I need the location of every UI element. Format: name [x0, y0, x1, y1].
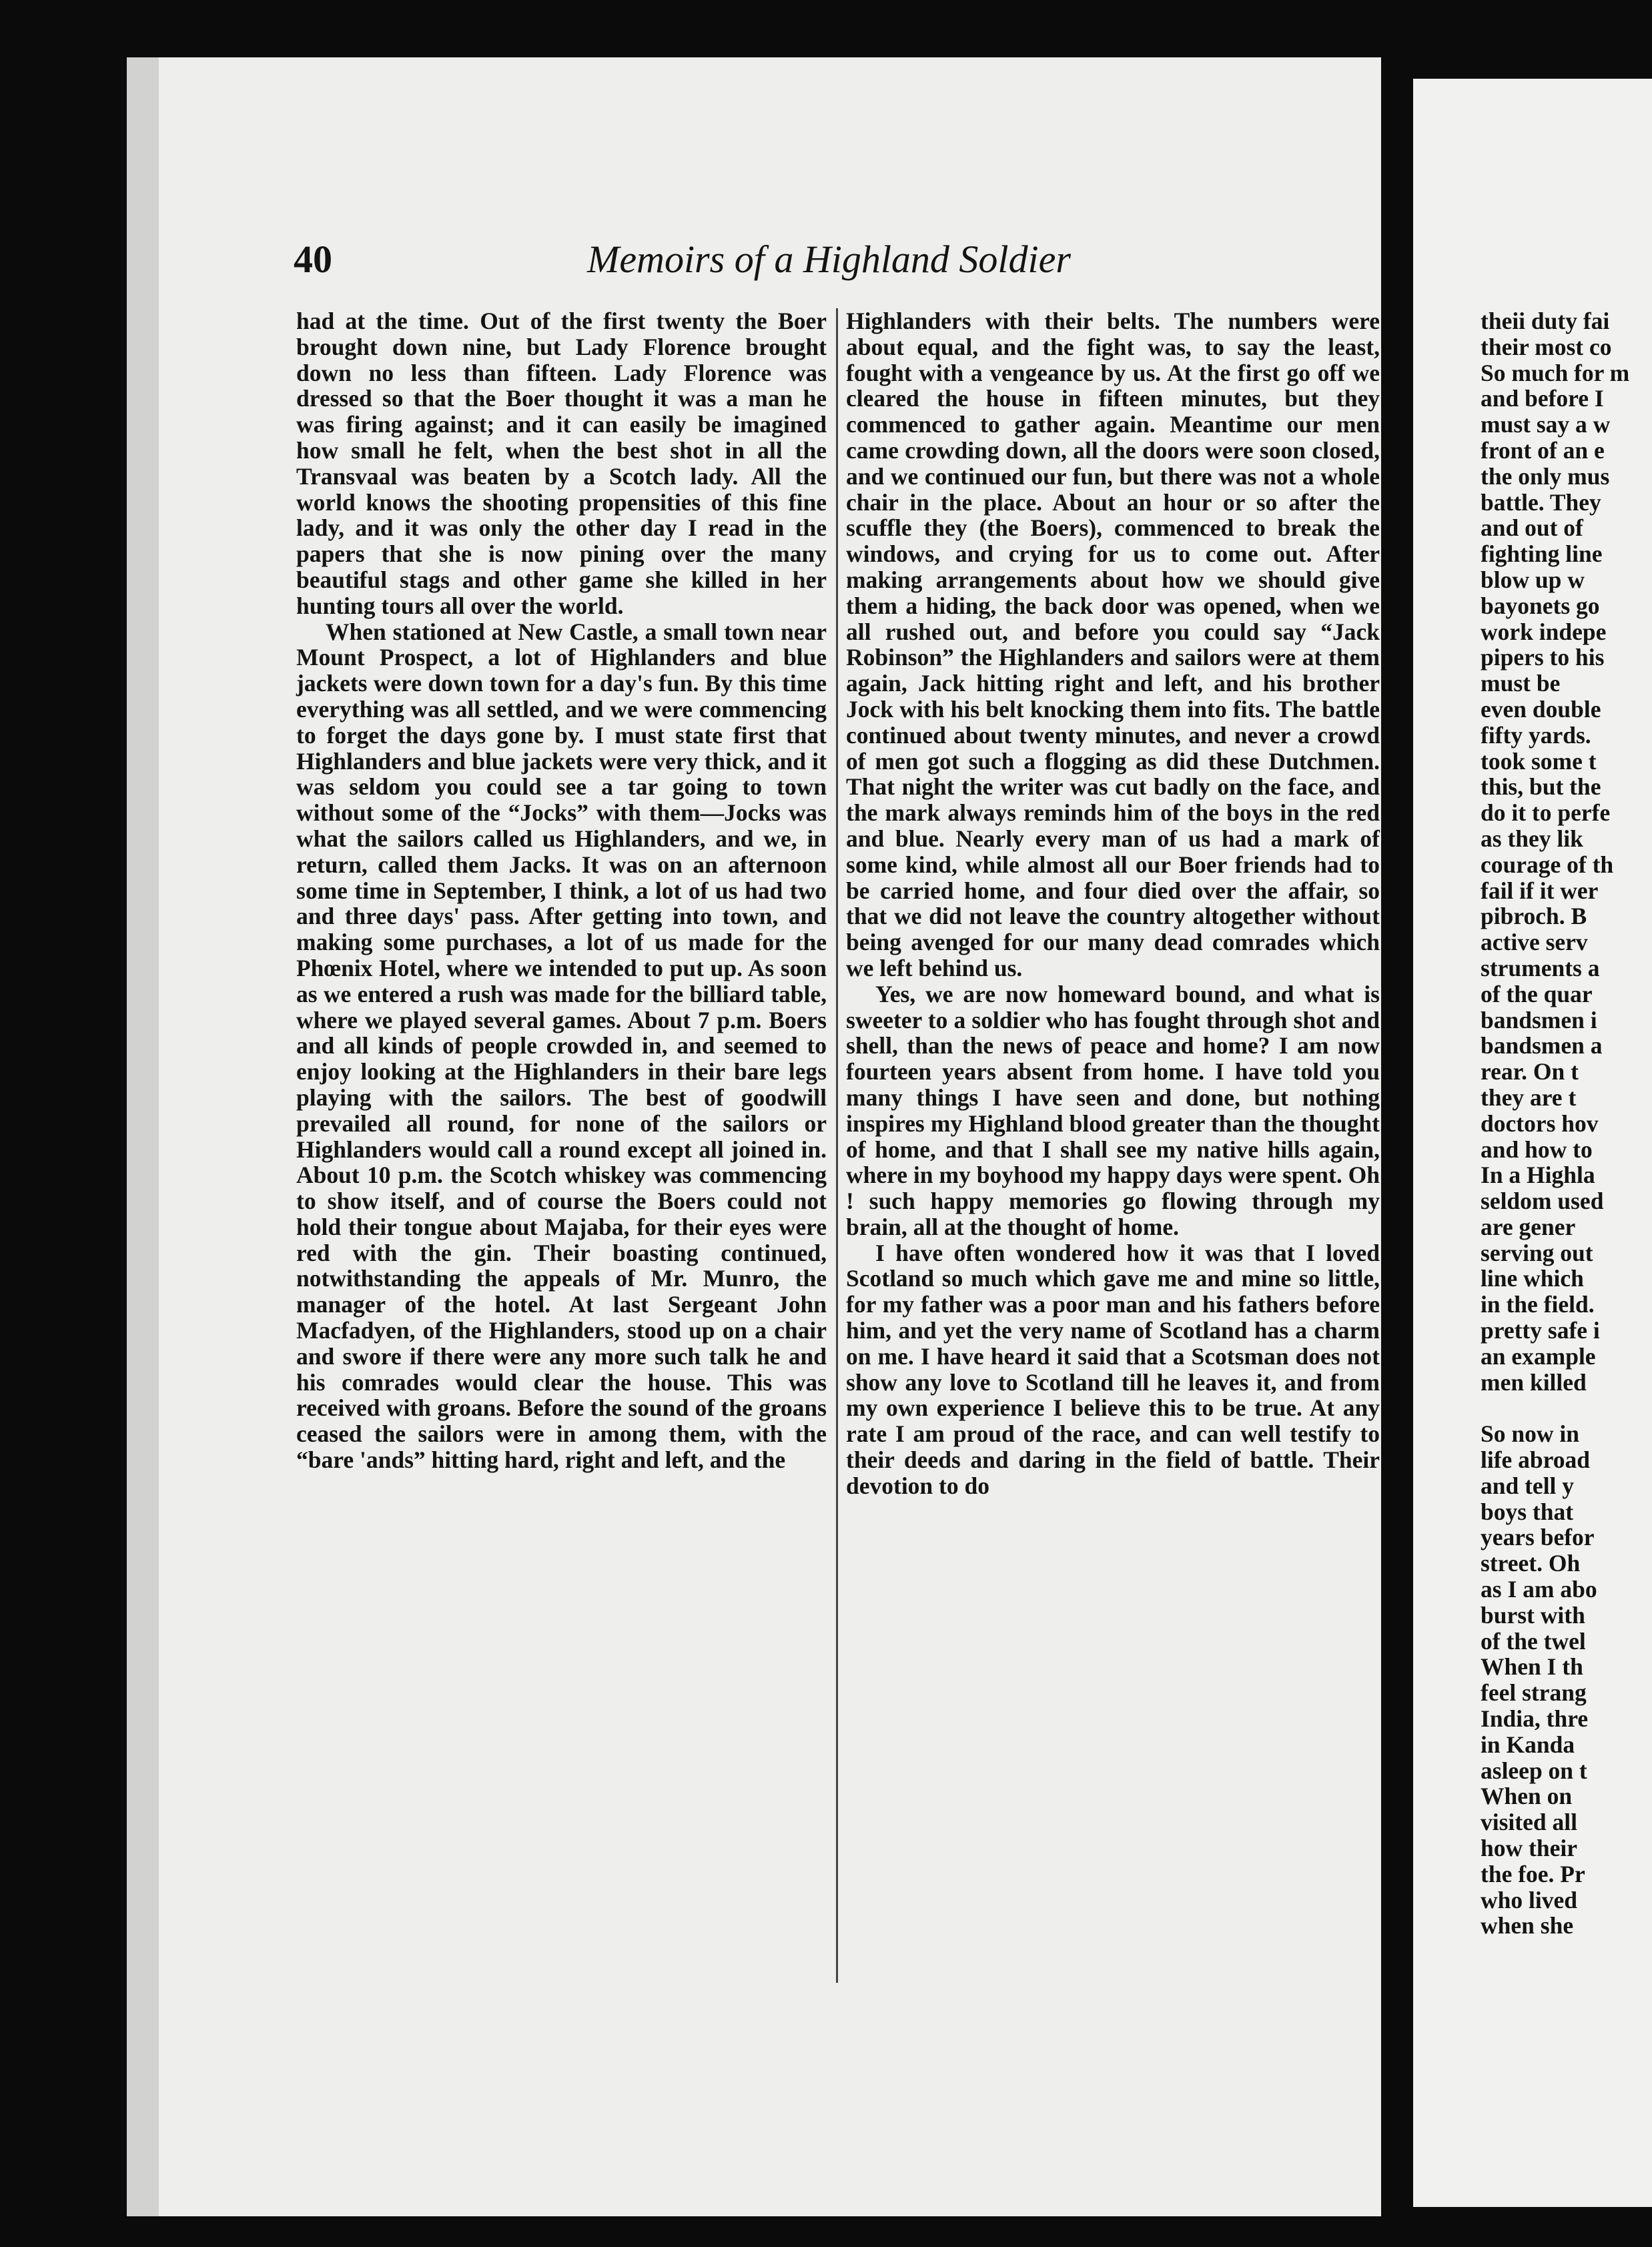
text-line: rear. On t — [1481, 1058, 1579, 1085]
text-line: pibroch. B — [1481, 903, 1587, 930]
text-line: work indepe — [1481, 618, 1607, 645]
text-line: When on — [1481, 1783, 1573, 1810]
text-line: So now in — [1481, 1420, 1579, 1448]
text-line: street. Oh — [1481, 1550, 1581, 1577]
text-line: asleep on t — [1481, 1757, 1587, 1784]
text-line: and before I — [1481, 385, 1604, 412]
page-header — [294, 237, 1161, 284]
text-line: pipers to his — [1481, 644, 1605, 671]
paragraph: had at the time. Out of the first twenty the Boer brought down nine, but Lady Florence brought down no less than fifteen. Lady Florence was dressed so that the Boer thought it was a man he was firing against; and it can easily be imagined how small he felt, when the best shot in all the Transvaal was beaten by a Scotch lady. All the world knows the shooting propensities of this fine lady, and it was only the other day I read in the papers that she is now pining over the many beautiful stags and other game she killed in her hunting tours all over the world. — [296, 308, 827, 619]
page-binding-shadow — [127, 57, 159, 2216]
text-line: India, thre — [1481, 1705, 1589, 1733]
text-line: years befor — [1481, 1524, 1595, 1551]
text-line: must be — [1481, 670, 1561, 697]
text-line: battle. They — [1481, 488, 1601, 516]
text-line: bandsmen a — [1481, 1032, 1603, 1059]
text-line: the foe. Pr — [1481, 1860, 1585, 1887]
text-line: pretty safe i — [1481, 1317, 1600, 1344]
text-line: the only mus — [1481, 462, 1610, 490]
text-line: men killed — [1481, 1368, 1587, 1396]
text-line: are gener — [1481, 1213, 1576, 1240]
text-line: courage of th — [1481, 851, 1614, 878]
text-line: do it to perfe — [1481, 799, 1611, 827]
text-line: serving out — [1481, 1239, 1593, 1266]
paragraph: When stationed at New Castle, a small town near Mount Prospect, a lot of Highlanders and blue jackets were down town for a day's fun. By this time everything was all settled, and we were commencing to forget the days gone by. I must state first that Highlanders and blue jackets were very thick, and it was seldom you could see a tar going to town without some of the “Jocks” with them—Jocks was what the sailors called us Highlanders, and we, in return, called them Jacks. It was on an afternoon some time in September, I think, a lot of us had two and three days' pass. After getting into town, and making some purchases, a lot of us made for the Phœnix Hotel, where we intended to put up. As soon as we entered a rush was made for the billiard table, where we played several games. About 7 p.m. Boers and all kinds of people crowded in, and seemed to enjoy looking at the Highlanders in their bare legs playing with the sailors. The best of goodwill prevailed all round, for none of the sailors or Highlanders would call a round except all joined in. About 10 p.m. the Scotch whiskey was commencing to show itself, and of course the Boers could not hold their tongue about Majaba, for their eyes were red with the gin. Their boasting continued, notwithstanding the appeals of Mr. Munro, the manager of the hotel. At last Sergeant John Macfadyen, of the Highlanders, stood up on a chair and swore if there were any more such talk he and his comrades would clear the house. This was received with groans. Before the sound of the groans ceased the sailors were in among them, with the “bare 'ands” hitting hard, right and left, and the — [296, 618, 827, 1474]
text-line: and out of — [1481, 514, 1583, 542]
text-column-facing-page — [1481, 308, 1652, 1939]
text-line: and tell y — [1481, 1472, 1575, 1499]
text-line: theii duty fai — [1481, 308, 1610, 334]
text-line: active serv — [1481, 929, 1588, 956]
paragraph: Yes, we are now homeward bound, and what is sweeter to a soldier who has fought through shot and shell, than the news of peace and home? I am now fourteen years absent from home. I have told you many things I have seen and done, but nothing inspires my Highland blood greater than the thought of home, and that I shall see my native hills again, where in my boyhood my happy days were spent. Oh ! such happy memories go flowing through my brain, all at the thought of home. — [846, 980, 1380, 1240]
running-title: Memoirs of a Highland Soldier — [587, 238, 1071, 281]
text-column-right — [846, 308, 1380, 1499]
page-number: 40 — [294, 238, 332, 281]
text-line: feel strang — [1481, 1679, 1587, 1707]
text-line: fail if it wer — [1481, 877, 1599, 904]
text-line: even double — [1481, 695, 1601, 723]
text-line: as they lik — [1481, 825, 1583, 852]
text-line: bandsmen i — [1481, 1006, 1597, 1033]
text-line: visited all — [1481, 1809, 1577, 1836]
text-line: life abroad — [1481, 1446, 1591, 1474]
text-line: burst with — [1481, 1601, 1585, 1629]
text-line: boys that — [1481, 1498, 1574, 1525]
text-line: their most co — [1481, 333, 1612, 360]
text-line: as I am abo — [1481, 1576, 1597, 1603]
text-line: fighting line — [1481, 540, 1603, 568]
text-line: how their — [1481, 1835, 1577, 1862]
text-line: in the field. — [1481, 1291, 1595, 1318]
paragraph: Highlanders with their belts. The numbers were about equal, and the fight was, to say the least, fought with a vengeance by us. At the first go off we cleared the house in fifteen minutes, but they commenced to gather again. Meantime our men came crowding down, all the doors were soon closed, and we continued our fun, but there was not a whole chair in the place. About an hour or so after the scuffle they (the Boers), commenced to break the windows, and crying for us to come out. After making arrangements about how we should give them a hiding, the back door was opened, when we all rushed out, and before you could say “Jack Robinson” the Highlanders and sailors were at them again, Jack hitting right and left, and his brother Jock with his belt knocking them into fits. The battle continued about twenty minutes, and never a crowd of men got such a flogging as did these Dutchmen. That night the writer was cut badly on the face, and the mark always reminds him of the boys in the red and blue. Nearly every man of us had a mark of some kind, while almost all our Boer friends had to be carried home, and four died over the affair, so that we did not leave the country altogether without being avenged for our many dead comrades which we left behind us. — [846, 308, 1380, 981]
text-line: seldom used — [1481, 1188, 1604, 1215]
text-line: took some t — [1481, 747, 1597, 775]
column-divider — [836, 308, 838, 1983]
text-line: an example — [1481, 1342, 1596, 1370]
text-line: So much for m — [1481, 359, 1630, 386]
text-line: when she — [1481, 1912, 1574, 1939]
text-line: bayonets go — [1481, 592, 1600, 619]
text-line: this, but the — [1481, 773, 1601, 801]
text-line: line which — [1481, 1265, 1584, 1292]
text-line: blow up w — [1481, 566, 1585, 593]
text-line: in Kanda — [1481, 1731, 1575, 1758]
text-line: doctors hov — [1481, 1109, 1599, 1137]
text-column-left — [296, 308, 827, 1473]
text-line: they are t — [1481, 1083, 1577, 1111]
text-line: who lived — [1481, 1886, 1577, 1913]
text-line — [1481, 1395, 1652, 1421]
text-line: of the twel — [1481, 1627, 1586, 1655]
text-line: front of an e — [1481, 436, 1605, 464]
text-line: and how to — [1481, 1136, 1593, 1163]
text-line: of the quar — [1481, 980, 1593, 1007]
text-line: struments a — [1481, 954, 1600, 981]
text-line: must say a w — [1481, 411, 1611, 438]
text-line: When I th — [1481, 1653, 1583, 1681]
text-line: In a Highla — [1481, 1162, 1595, 1189]
paragraph: I have often wondered how it was that I loved Scotland so much which gave me and mine so little, for my father was a poor man and his fathers before him, and yet the very name of Scotland has a charm on me. I have heard it said that a Scotsman does not show any love to Scotland till he leaves it, and from my own experience I believe this to be true. At any rate I am proud of the race, and can well testify to their deeds and daring in the field of battle. Their devotion to do — [846, 1239, 1380, 1499]
text-line: fifty yards. — [1481, 721, 1591, 749]
